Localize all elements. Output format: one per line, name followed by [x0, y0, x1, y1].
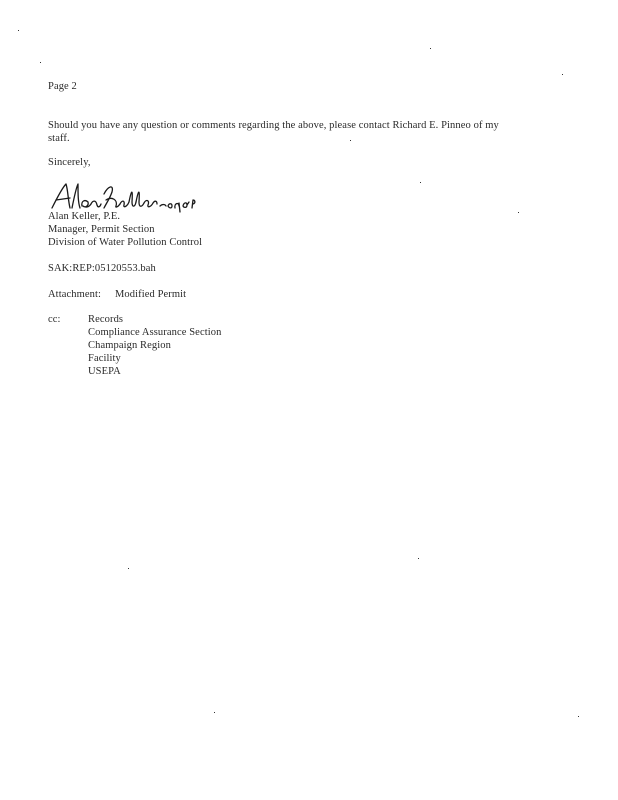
signer-title: Manager, Permit Section	[48, 224, 155, 235]
signer-name: Alan Keller, P.E.	[48, 211, 121, 222]
scan-speck	[214, 712, 215, 713]
cc-item: Records	[88, 314, 124, 325]
body-text-line-1: Should you have any question or comments regarding the above, please contact Richard E. Pinneo of my	[48, 120, 499, 131]
body-text-line-2: staff.	[48, 133, 70, 144]
reference-code: SAK:REP:05120553.bah	[48, 263, 156, 274]
cc-item: USEPA	[88, 366, 121, 377]
signer-division: Division of Water Pollution Control	[48, 237, 203, 248]
attachment-label: Attachment:	[48, 289, 102, 300]
cc-item: Compliance Assurance Section	[88, 327, 222, 338]
scan-speck	[578, 716, 579, 717]
handwritten-signature	[48, 178, 198, 214]
scan-speck	[18, 30, 19, 31]
scan-speck	[420, 182, 421, 183]
scan-speck	[40, 62, 41, 63]
scan-speck	[350, 140, 351, 141]
attachment-value: Modified Permit	[115, 289, 187, 300]
scan-speck	[128, 568, 129, 569]
scan-speck	[518, 212, 519, 213]
page-number: Page 2	[48, 81, 77, 92]
cc-item: Champaign Region	[88, 340, 171, 351]
cc-label: cc:	[48, 314, 61, 325]
scan-speck	[418, 558, 419, 559]
scan-speck	[562, 74, 563, 75]
closing-salutation: Sincerely,	[48, 157, 91, 168]
scan-speck	[430, 48, 431, 49]
cc-item: Facility	[88, 353, 121, 364]
